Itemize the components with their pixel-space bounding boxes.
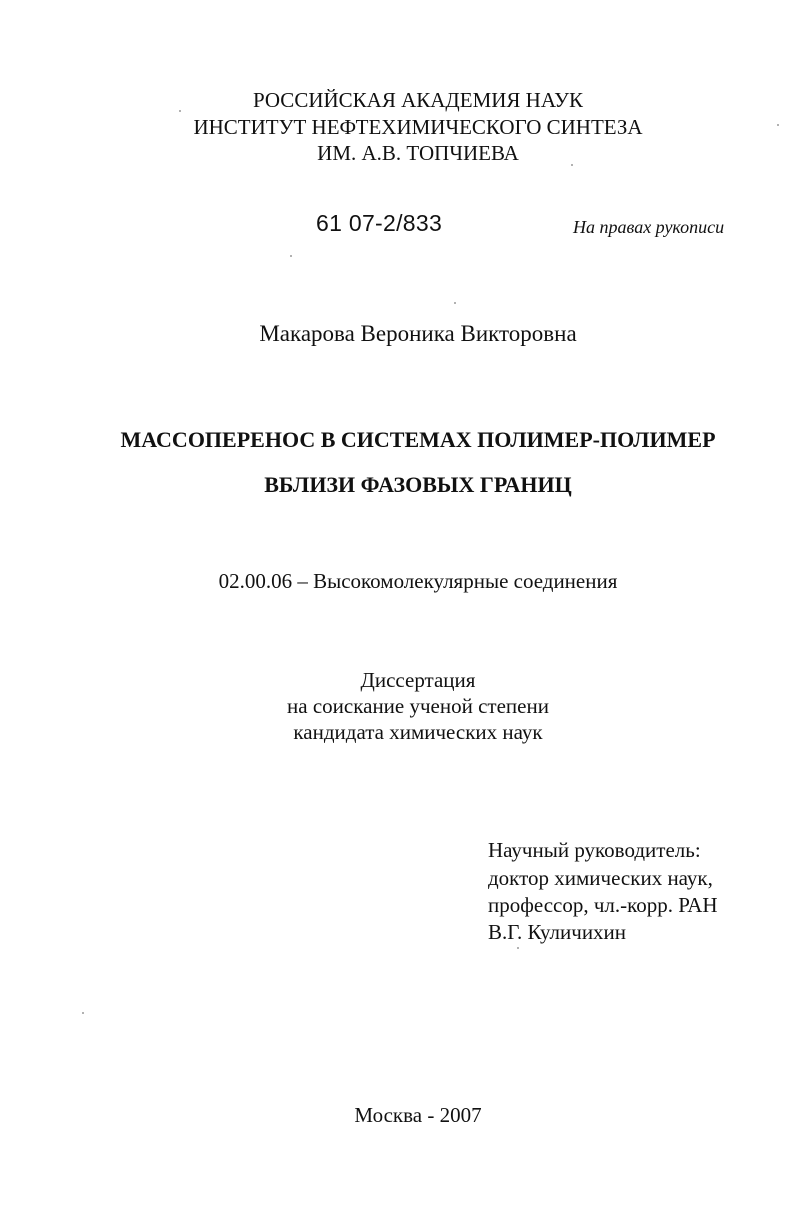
scan-speck xyxy=(290,255,292,257)
place-and-year: Москва - 2007 xyxy=(354,1103,482,1127)
org-line-academy: РОССИЙСКАЯ АКАДЕМИЯ НАУК xyxy=(252,88,584,112)
advisor-name: В.Г. Куличихин xyxy=(488,920,627,944)
scan-speck xyxy=(179,110,181,112)
scan-speck xyxy=(571,164,573,166)
author-name: Макарова Вероника Викторовна xyxy=(259,321,577,346)
advisor-degree: доктор химических наук, xyxy=(488,866,713,890)
thesis-title-line-2: ВБЛИЗИ ФАЗОВЫХ ГРАНИЦ xyxy=(264,472,572,497)
scan-speck xyxy=(777,124,779,126)
degree-name: кандидата химических наук xyxy=(293,720,543,744)
org-line-named-after: ИМ. А.В. ТОПЧИЕВА xyxy=(317,141,519,165)
advisor-label: Научный руководитель: xyxy=(488,838,701,862)
thesis-title-line-1: МАССОПЕРЕНОС В СИСТЕМАХ ПОЛИМЕР-ПОЛИМЕР xyxy=(120,427,716,452)
dissertation-label: Диссертация xyxy=(360,668,476,692)
specialty-code: 02.00.06 – Высокомолекулярные соединения xyxy=(218,569,618,593)
advisor-position: профессор, чл.-корр. РАН xyxy=(488,893,718,917)
scan-speck xyxy=(454,302,456,304)
catalog-code: 61 07-2/833 xyxy=(316,210,443,236)
degree-sought: на соискание ученой степени xyxy=(287,694,549,718)
rights-note: На правах рукописи xyxy=(573,217,725,237)
scan-speck xyxy=(517,947,519,949)
org-line-institute: ИНСТИТУТ НЕФТЕХИМИЧЕСКОГО СИНТЕЗА xyxy=(193,115,643,139)
scan-speck xyxy=(82,1012,84,1014)
